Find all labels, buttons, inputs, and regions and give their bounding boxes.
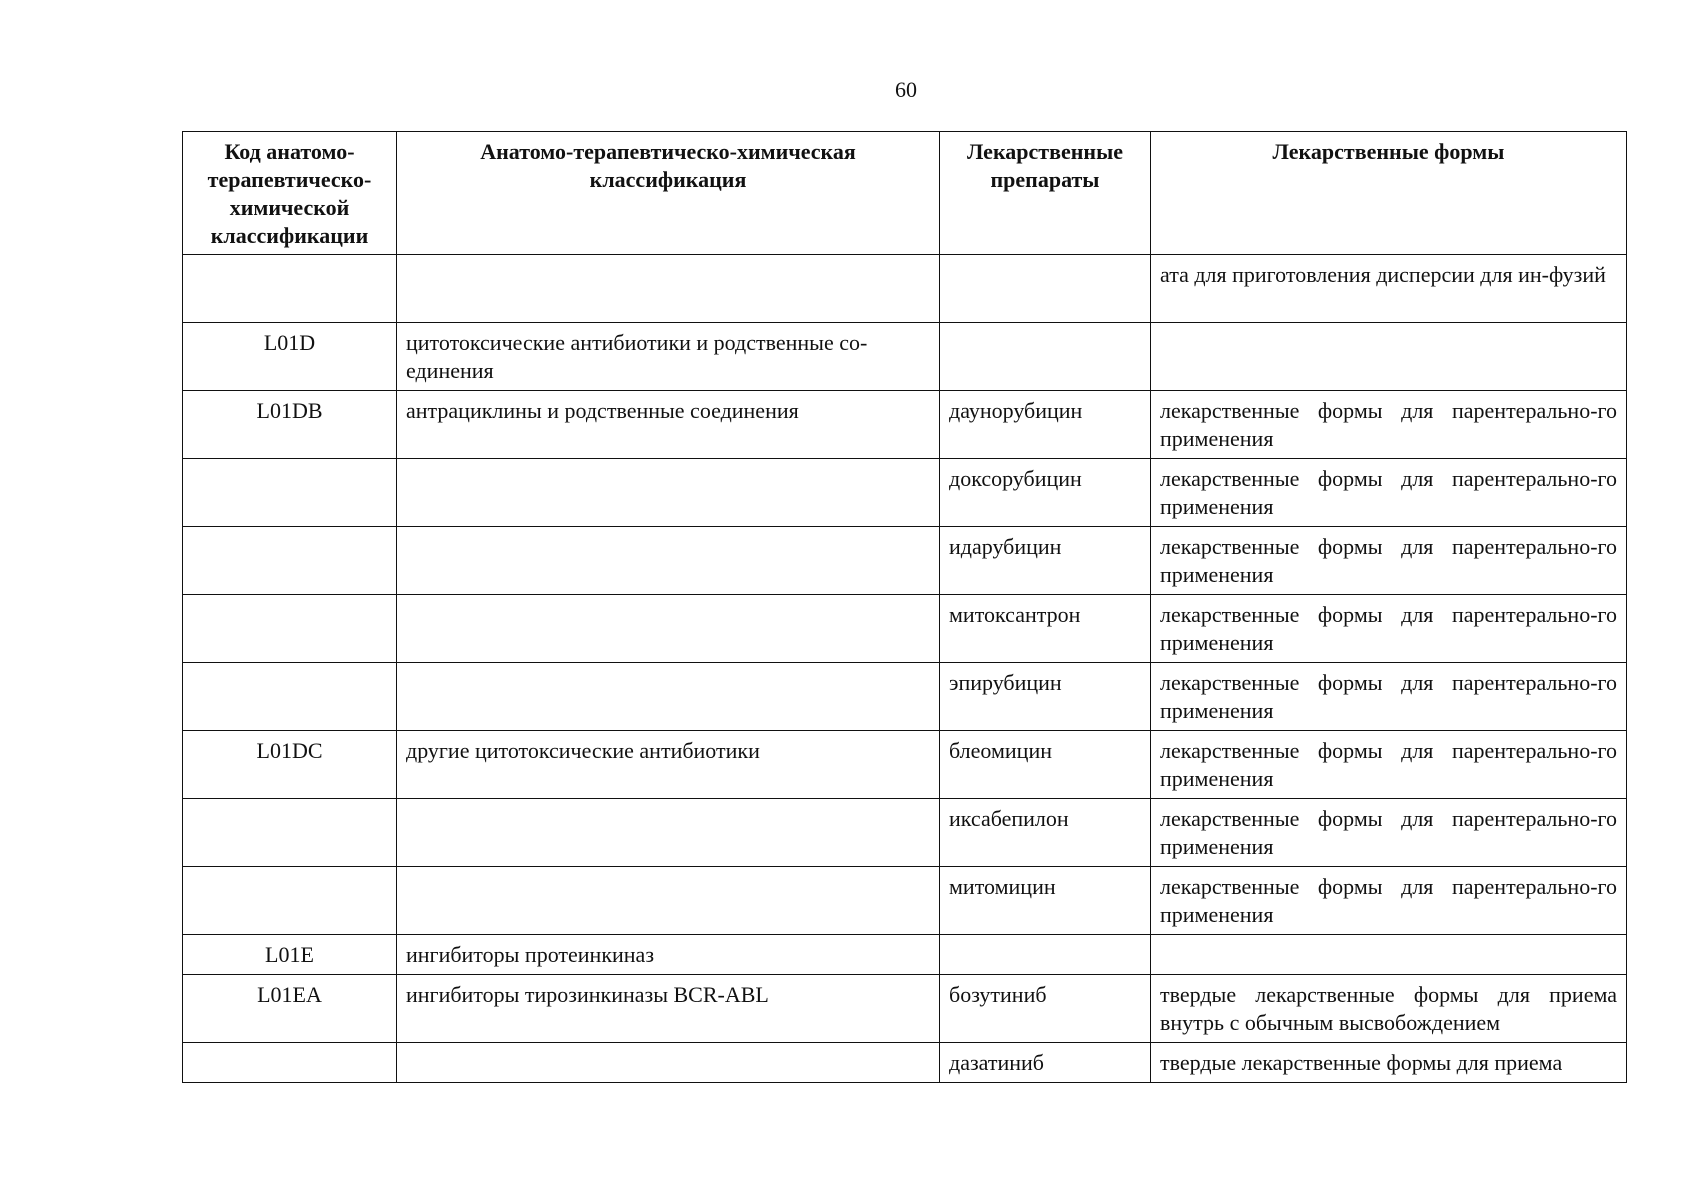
cell-dosage-forms: лекарственные формы для парентерально-го применения [1151, 867, 1627, 935]
table-row [183, 935, 1627, 975]
table-row [183, 1043, 1627, 1083]
cell-classification: другие цитотоксические антибиотики [397, 731, 940, 799]
cell-dosage-forms: ата для приготовления дисперсии для ин-фузий [1151, 255, 1627, 323]
cell-atc-code: L01DC [183, 731, 397, 799]
cell-drug: даунорубицин [940, 391, 1151, 459]
cell-dosage-forms [1151, 323, 1627, 391]
cell-drug: митоксантрон [940, 595, 1151, 663]
cell-drug [940, 323, 1151, 391]
cell-classification: цитотоксические антибиотики и родственные со-единения [397, 323, 940, 391]
cell-drug: блеомицин [940, 731, 1151, 799]
cell-dosage-forms: лекарственные формы для парентерально-го применения [1151, 527, 1627, 595]
cell-classification [397, 595, 940, 663]
header-atc-code: Код анатомо-терапевтическо-химической классификации [183, 132, 397, 255]
table-row [183, 391, 1627, 459]
cell-drug: бозутиниб [940, 975, 1151, 1043]
table-row [183, 731, 1627, 799]
table-row [183, 527, 1627, 595]
cell-atc-code [183, 663, 397, 731]
cell-drug: доксорубицин [940, 459, 1151, 527]
cell-atc-code: L01DB [183, 391, 397, 459]
cell-dosage-forms: твердые лекарственные формы для приема [1151, 1043, 1627, 1083]
table-row [183, 799, 1627, 867]
cell-dosage-forms: лекарственные формы для парентерально-го применения [1151, 391, 1627, 459]
cell-atc-code: L01E [183, 935, 397, 975]
page-number: 60 [895, 77, 917, 102]
cell-classification: ингибиторы протеинкиназ [397, 935, 940, 975]
table-row [183, 663, 1627, 731]
cell-atc-code [183, 459, 397, 527]
header-drugs: Лекарственные препараты [940, 132, 1151, 255]
cell-atc-code [183, 1043, 397, 1083]
cell-atc-code [183, 867, 397, 935]
cell-classification: ингибиторы тирозинкиназы BCR-ABL [397, 975, 940, 1043]
cell-atc-code [183, 595, 397, 663]
table-row [183, 323, 1627, 391]
atc-drug-table [182, 131, 1627, 1083]
cell-atc-code: L01D [183, 323, 397, 391]
header-dosage-forms: Лекарственные формы [1151, 132, 1627, 255]
cell-dosage-forms: лекарственные формы для парентерально-го применения [1151, 731, 1627, 799]
table-row [183, 255, 1627, 323]
cell-dosage-forms: лекарственные формы для парентерально-го применения [1151, 663, 1627, 731]
cell-drug: иксабепилон [940, 799, 1151, 867]
cell-dosage-forms [1151, 935, 1627, 975]
cell-classification [397, 459, 940, 527]
cell-atc-code [183, 799, 397, 867]
cell-atc-code: L01EA [183, 975, 397, 1043]
table-row [183, 867, 1627, 935]
cell-dosage-forms: лекарственные формы для парентерально-го применения [1151, 595, 1627, 663]
cell-classification [397, 663, 940, 731]
cell-classification: антрациклины и родственные соединения [397, 391, 940, 459]
cell-classification [397, 255, 940, 323]
cell-dosage-forms: лекарственные формы для парентерально-го применения [1151, 459, 1627, 527]
cell-atc-code [183, 527, 397, 595]
cell-dosage-forms: лекарственные формы для парентерально-го применения [1151, 799, 1627, 867]
table-header-row [183, 132, 1627, 255]
cell-drug: митомицин [940, 867, 1151, 935]
cell-classification [397, 1043, 940, 1083]
table-row [183, 595, 1627, 663]
cell-atc-code [183, 255, 397, 323]
cell-drug: дазатиниб [940, 1043, 1151, 1083]
cell-drug [940, 935, 1151, 975]
cell-classification [397, 867, 940, 935]
cell-drug: эпирубицин [940, 663, 1151, 731]
cell-dosage-forms: твердые лекарственные формы для приема внутрь с обычным высвобождением [1151, 975, 1627, 1043]
cell-drug: идарубицин [940, 527, 1151, 595]
cell-classification [397, 527, 940, 595]
cell-drug [940, 255, 1151, 323]
header-atc-classification: Анатомо-терапевтическо-химическая классификация [397, 132, 940, 255]
table-row [183, 975, 1627, 1043]
table-row [183, 459, 1627, 527]
cell-classification [397, 799, 940, 867]
